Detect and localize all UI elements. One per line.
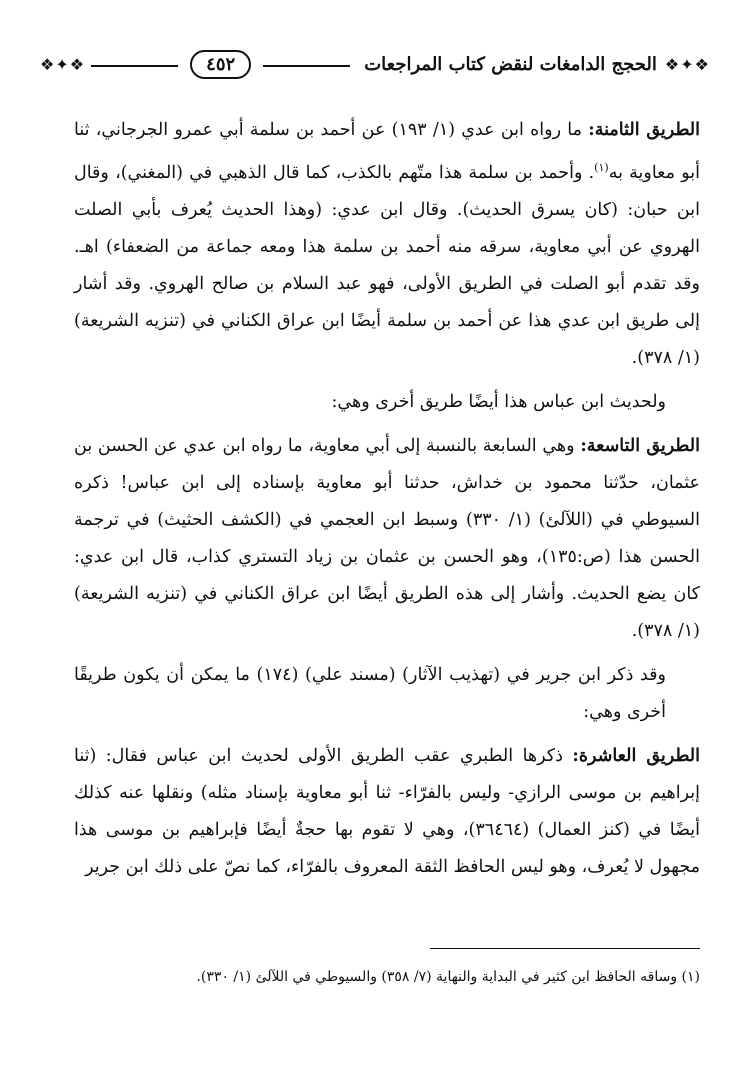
paragraph-text: . وأحمد بن سلمة هذا متّهم بالكذب، كما قال الذهبي في (المغني)، وقال ابن حبان: (كان يسرق الحديث). وقال ابن عدي: (وهذا الحديث يُعرف بأبي الصلت الهروي عن أبي معاوية، سرقه منه أحمد بن سلمة هذا ومعه جماعة من الضعفاء) اهـ. وقد تقدم أبو الصلت في الطريق الأولى، فهو عبد السلام بن صالح الهروي. وقد أشار إلى طريق ابن عدي هذا عن أحمد بن سلمة أيضًا ابن عراق الكناني في (تنزيه الشريعة) (١/ ٣٧٨). bbox=[74, 162, 700, 368]
paragraph-lead: الطريق التاسعة: bbox=[580, 435, 700, 456]
paragraph bbox=[74, 384, 700, 421]
paragraph-lead: الطريق الثامنة: bbox=[588, 120, 700, 140]
paragraph-text: ذكرها الطبري عقب الطريق الأولى لحديث ابن عباس فقال: (ثنا إبراهيم بن موسى الرازي- وليس بالفرّاء- ثنا أبو معاوية بإسناد مثله) ونقلها عنه كذلك أيضًا في (كنز العمال) (٣٦٤٦٤)، وهي لا تقوم بها حجةٌ أيضًا فإبراهيم بن موسى هذا مجهول لا يُعرف، وهو ليس الحافظ الثقة المعروف بالفرّاء، كما نصّ على ذلك ابن جرير bbox=[74, 745, 701, 877]
page-number: ٤٥٢ bbox=[190, 50, 251, 79]
paragraph-text: وقد ذكر ابن جرير في (تهذيب الآثار) (مسند علي) (١٧٤) ما يمكن أن يكون طريقًا أخرى وهي: bbox=[74, 664, 666, 722]
paragraph-text: وهي السابعة بالنسبة إلى أبي معاوية، ما رواه ابن عدي عن الحسن بن عثمان، حدّثنا محمود بن خداش، حدثنا أبو معاوية بإسناده إلى ابن عباس! ذكره السيوطي في (اللآلئ) (١/ ٣٣٠) وسبط ابن العجمي في (الكشف الحثيث) في ترجمة الحسن هذا (ص:١٣٥)، وهو الحسن بن عثمان بن زياد التستري كذاب، قال ابن عدي: كان يضع الحديث. وأشار إلى هذه الطريق أيضًا ابن عراق الكناني في (تنزيه الشريعة) (١/ ٣٧٨). bbox=[74, 435, 700, 641]
page-header bbox=[40, 40, 710, 88]
ornament-left: ❖✦❖ bbox=[40, 54, 86, 74]
paragraph bbox=[74, 112, 700, 377]
footnote: (١) وساقه الحافظ ابن كثير في البداية والنهاية (٧/ ٣٥٨) والسيوطي في اللآلئ (١/ ٣٣٠). bbox=[196, 969, 700, 985]
paragraph-text: ما رواه ابن عدي (١/ ١٩٣) عن أحمد بن سلمة أبي عمرو الجرجاني، ثنا أبو معاوية به bbox=[74, 120, 700, 183]
paragraph bbox=[74, 428, 700, 650]
running-title: الحجج الدامغات لنقض كتاب المراجعات bbox=[364, 53, 657, 75]
ornament-right: ❖✦❖ bbox=[664, 54, 710, 74]
footnote-divider bbox=[430, 948, 700, 949]
header-divider bbox=[263, 65, 350, 67]
paragraph bbox=[74, 657, 700, 731]
paragraph-lead: الطريق العاشرة: bbox=[572, 745, 700, 766]
page-body bbox=[74, 112, 700, 893]
footnote-marker[interactable]: (١) bbox=[594, 161, 609, 174]
header-divider bbox=[91, 65, 178, 67]
paragraph bbox=[74, 738, 700, 886]
paragraph-text: ولحديث ابن عباس هذا أيضًا طريق أخرى وهي: bbox=[331, 391, 666, 412]
